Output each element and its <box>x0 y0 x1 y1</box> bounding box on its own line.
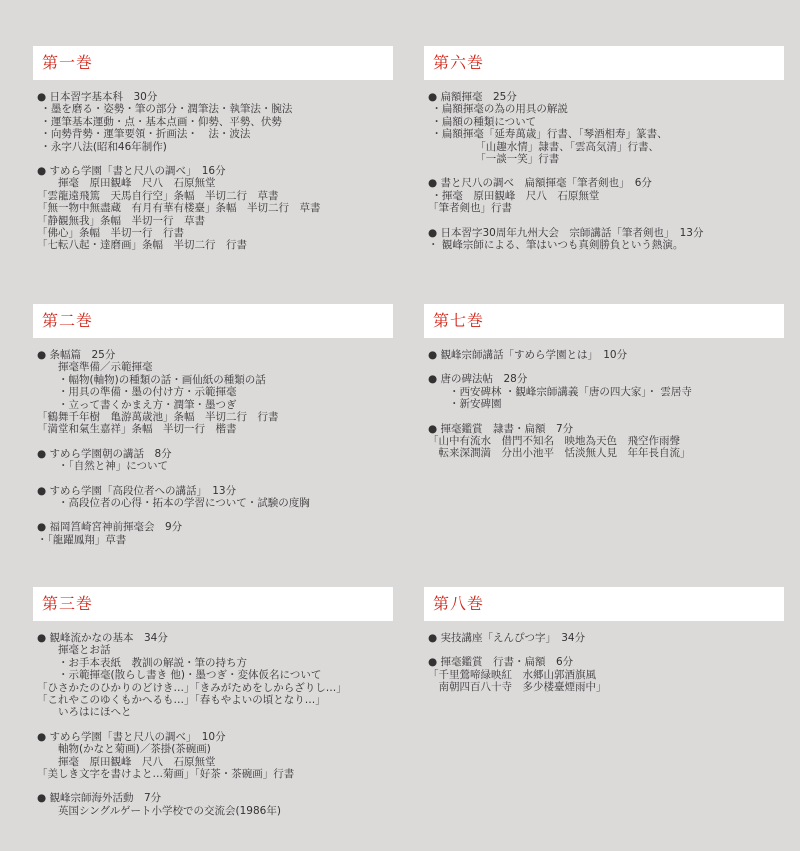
volume-7 <box>424 304 784 472</box>
entry-line: ・立って書くかまえ方・潤筆・墨つぎ <box>37 398 237 411</box>
entry-line: 「ひさかたのひかりのどけき…」「きみがためをしからざりし…」 <box>37 681 347 694</box>
entry-heading: ● すめら学園「高段位者への講話」 13分 <box>37 484 237 497</box>
volume-title: 第二巻 <box>33 304 393 338</box>
entry-line: ・幅物(軸物)の種類の話・画仙紙の種類の話 <box>37 373 266 386</box>
entry-heading: ● 観峰宗師講話「すめら学園とは」 10分 <box>428 349 628 361</box>
volume-title: 第七巻 <box>424 304 784 338</box>
volume-body <box>424 80 784 251</box>
volume-body <box>33 621 393 817</box>
volume-body <box>33 338 393 546</box>
entry-line: 「佛心」条幅 半切一行 行書 <box>37 227 184 240</box>
entry-heading: ● 扁額揮毫 25分 <box>428 91 517 103</box>
entry-line: ・高段位者の心得・拓本の学習について・試験の度胸 <box>37 497 310 510</box>
entry-line: 揮毫 原田観峰 尺八 石原無堂 <box>37 177 216 190</box>
volume-title: 第一巻 <box>33 46 393 80</box>
entry-line: ・揮毫 原田観峰 尺八 石原無堂 <box>428 189 600 202</box>
volume-title: 第八巻 <box>424 587 784 621</box>
program-entry <box>37 731 393 781</box>
entry-line: ・「自然と神」について <box>37 460 169 473</box>
entry-line: 「雲龍遠飛篤 天馬自行空」条幅 半切二行 草書 <box>37 189 279 202</box>
entry-line: ・扁額揮毫の為の用具の解説 <box>428 103 568 116</box>
entry-line: 「静観無我」条幅 半切一行 草書 <box>37 214 205 227</box>
entry-heading: ● すめら学園「書と尺八の調べ」 16分 <box>37 165 226 178</box>
entry-line: 揮毫準備／示範揮毫 <box>37 361 153 374</box>
program-entry <box>37 349 393 436</box>
entry-line: 「これやこのゆくもかへるも…」「春もやよいの頃となり…」 <box>37 694 326 707</box>
program-entry <box>37 792 393 817</box>
entry-line: 英国シングルゲート小学校での交流会(1986年) <box>37 804 281 817</box>
entry-line: 「満堂和氣生嘉祥」条幅 半切一行 楷書 <box>37 423 237 436</box>
entry-line: ・西安碑林 ・観峰宗師講義「唐の四大家」・ 雲居寺 <box>428 385 692 398</box>
program-entry <box>428 91 784 165</box>
program-entry <box>428 423 784 460</box>
entry-line: ・向勢背勢・運筆要領・折画法・ 法・波法 <box>37 128 251 141</box>
program-entry <box>37 521 393 546</box>
volume-3 <box>33 587 393 829</box>
volume-title: 第六巻 <box>424 46 784 80</box>
entry-line: 「千里鶯啼緑映紅 水郷山郭酒旗風 <box>428 668 596 681</box>
entry-line: いろはにほへと <box>37 706 132 719</box>
entry-line: 転来深澗満 分出小池平 恬淡無人見 年年長自流」 <box>428 447 691 460</box>
entry-line: ・墨を磨る・姿勢・筆の部分・潤筆法・執筆法・腕法 <box>37 103 293 116</box>
entry-line: 「鶴舞千年樹 亀游萬歳池」条幅 半切二行 行書 <box>37 411 279 424</box>
volume-body <box>424 338 784 460</box>
program-entry <box>428 227 784 252</box>
entry-line: ・新安碑園 <box>428 398 502 411</box>
program-entry <box>428 632 784 644</box>
entry-line: 南朝四百八十寺 多少楼臺煙雨中」 <box>428 681 607 694</box>
entry-heading: ● 観峰宗師海外活動 7分 <box>37 792 162 805</box>
entry-line: ・扁額揮毫「延寿萬歳」行書、「琴酒相寿」篆書、 <box>428 128 668 141</box>
entry-heading: ● 実技講座「えんぴつ字」 34分 <box>428 632 586 644</box>
program-entry <box>37 91 393 153</box>
volume-1 <box>33 46 393 264</box>
entry-line: ・示範揮毫(散らし書き 他)・墨つぎ・変体仮名について <box>37 669 322 682</box>
volume-body <box>33 80 393 252</box>
entry-line: ・「龍躍鳳翔」草書 <box>37 533 127 546</box>
entry-line: 「一談一笑」行書 <box>428 153 560 166</box>
program-entry <box>37 448 393 473</box>
entry-heading: ● 日本習字30周年九州大会 宗師講話「筆者剣也」 13分 <box>428 226 704 239</box>
entry-heading: ● 条幅篇 25分 <box>37 349 116 361</box>
entry-heading: ● 福岡筥崎宮神前揮毫会 9分 <box>37 521 183 534</box>
entry-line: 揮毫 原田観峰 尺八 石原無堂 <box>37 755 216 768</box>
entry-line: ・扁額の種類について <box>428 115 537 128</box>
program-entry <box>428 656 784 693</box>
entry-line: 揮毫とお話 <box>37 644 111 657</box>
entry-heading: ● すめら学園「書と尺八の調べ」 10分 <box>37 730 226 743</box>
entry-heading: ● 書と尺八の調べ 扁額揮毫「筆者剣也」 6分 <box>428 177 652 190</box>
entry-line: 「七転八起・達磨画」条幅 半切二行 行書 <box>37 239 247 252</box>
entry-line: ・ 観峰宗師による、筆はいつも真剣勝負という熱演。 <box>428 239 684 252</box>
volume-body <box>424 621 784 694</box>
entry-heading: ● 揮毫鑑賞 行書・扁額 6分 <box>428 656 574 669</box>
entry-heading: ● すめら学園朝の講話 8分 <box>37 447 172 460</box>
entry-line: 「山中有流水 借門不知名 映地為天色 飛空作雨聲 <box>428 435 680 448</box>
volume-6 <box>424 46 784 263</box>
entry-line: ・永字八法(昭和46年制作) <box>37 140 167 153</box>
entry-heading: ● 揮毫鑑賞 隷書・扁額 7分 <box>428 422 574 435</box>
entry-heading: ● 唐の碑法帖 28分 <box>428 373 528 386</box>
entry-line: ・運筆基本運動・点・基本点画・仰勢、平勢、伏勢 <box>37 115 282 128</box>
entry-heading: ● 日本習字基本科 30分 <box>37 91 158 103</box>
entry-line: 「美しき文字を書けよと…菊画」「好茶・茶碗画」行書 <box>37 768 295 781</box>
program-entry <box>428 373 784 410</box>
entry-line: 「山趣水情」隷書、「雲高気清」行書、 <box>428 140 659 153</box>
entry-heading: ● 観峰流かなの基本 34分 <box>37 632 168 644</box>
entry-line: ・用具の準備・墨の付け方・示範揮毫 <box>37 386 237 399</box>
program-entry <box>37 485 393 510</box>
volume-2 <box>33 304 393 558</box>
entry-line: ・お手本表紙 教訓の解説・筆の持ち方 <box>37 656 247 669</box>
volume-title: 第三巻 <box>33 587 393 621</box>
program-entry <box>428 177 784 214</box>
volume-8 <box>424 587 784 706</box>
program-entry <box>428 349 784 361</box>
entry-line: 「筆者剣也」行書 <box>428 202 512 215</box>
entry-line: 「無一物中無盡蔵 有月有華有楼臺」条幅 半切二行 草書 <box>37 202 321 215</box>
entry-line: 軸物(かなと菊画)／茶掛(茶碗画) <box>37 743 211 756</box>
program-entry <box>37 632 393 719</box>
program-entry <box>37 165 393 252</box>
